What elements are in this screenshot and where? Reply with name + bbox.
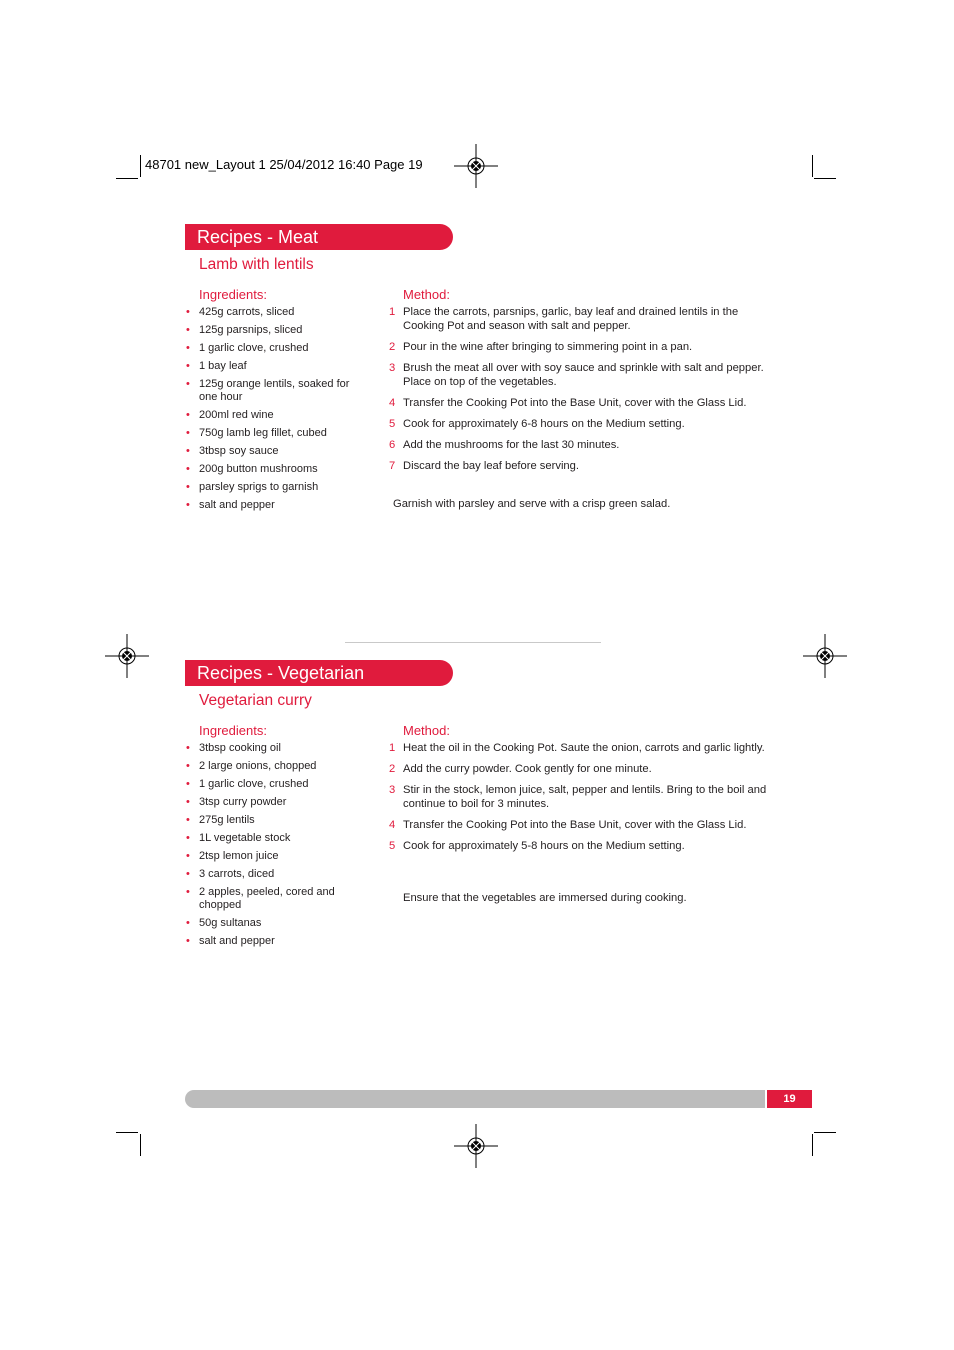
list-item: • salt and pepper (186, 935, 275, 947)
bullet-icon: • (186, 499, 190, 511)
list-item: • parsley sprigs to garnish (186, 481, 319, 493)
print-slug: 48701 new_Layout 1 25/04/2012 16:40 Page 19 (145, 157, 423, 172)
registration-mark-right-icon (803, 634, 847, 678)
bullet-icon: • (186, 342, 190, 354)
method-step: 5 Cook for approximately 6-8 hours on the Medium setting. (389, 418, 685, 430)
list-item: • 3tbsp cooking oil (186, 742, 281, 754)
bullet-icon: • (186, 814, 190, 826)
bullet-icon: • (186, 935, 190, 947)
list-item: • 3tsp curry powder (186, 796, 287, 808)
method-step: 1 Heat the oil in the Cooking Pot. Saute the onion, carrots and garlic lightly. (389, 742, 765, 754)
bullet-icon: • (186, 427, 190, 439)
list-item: • 2 large onions, chopped (186, 760, 317, 772)
ingredients-list-meat (185, 306, 365, 517)
registration-mark-left-icon (105, 634, 149, 678)
method-list-meat (389, 305, 774, 480)
bullet-icon: • (186, 917, 190, 929)
method-heading-vegetarian: Method: (403, 723, 450, 738)
method-step: 5 Cook for approximately 5-8 hours on the Medium setting. (389, 840, 685, 852)
bullet-icon: • (186, 463, 190, 475)
list-item: • 1L vegetable stock (186, 832, 291, 844)
bullet-icon: • (186, 760, 190, 772)
bullet-icon: • (186, 324, 190, 336)
ingredients-heading-meat: Ingredients: (199, 287, 267, 302)
crop-mark-br-v (812, 1134, 813, 1156)
list-item: • salt and pepper (186, 499, 275, 511)
section-divider (345, 642, 601, 643)
list-item: • 125g orange lentils, soaked for one hour (186, 378, 350, 403)
section-banner-vegetarian: Recipes - Vegetarian (185, 660, 453, 686)
list-item: • 200ml red wine (186, 409, 274, 421)
list-item: • 3 carrots, diced (186, 868, 275, 880)
list-item: • 200g button mushrooms (186, 463, 318, 475)
crop-mark-br-h (814, 1132, 836, 1133)
list-item: • 2tsp lemon juice (186, 850, 279, 862)
ingredients-list-vegetarian (185, 742, 365, 953)
method-step: 2 Add the curry powder. Cook gently for one minute. (389, 763, 652, 775)
registration-mark-top-icon (454, 144, 498, 188)
bullet-icon: • (186, 796, 190, 808)
bullet-icon: • (186, 886, 190, 898)
bullet-icon: • (186, 868, 190, 880)
recipe-title-meat: Lamb with lentils (199, 256, 314, 273)
registration-mark-bottom-icon (454, 1124, 498, 1168)
list-item: • 50g sultanas (186, 917, 262, 929)
method-step: 6 Add the mushrooms for the last 30 minutes. (389, 439, 620, 451)
list-item: • 125g parsnips, sliced (186, 324, 303, 336)
method-step: 1 Place the carrots, parsnips, garlic, bay leaf and drained lentils in the Cooking Pot and season with salt and pepper. (389, 306, 739, 332)
method-list-vegetarian (389, 741, 774, 860)
bullet-icon: • (186, 409, 190, 421)
list-item: • 2 apples, peeled, cored and chopped (186, 886, 335, 911)
recipe-note-meat: Garnish with parsley and serve with a crisp green salad. (393, 498, 671, 510)
bullet-icon: • (186, 778, 190, 790)
bullet-icon: • (186, 481, 190, 493)
section-banner-meat: Recipes - Meat (185, 224, 453, 250)
method-step: 2 Pour in the wine after bringing to simmering point in a pan. (389, 341, 693, 353)
crop-mark-bl-v (140, 1134, 141, 1156)
crop-mark-bl-h (116, 1132, 138, 1133)
ingredients-heading-vegetarian: Ingredients: (199, 723, 267, 738)
recipe-title-vegetarian: Vegetarian curry (199, 692, 312, 709)
crop-mark-tr-h (814, 178, 836, 179)
recipe-note-vegetarian: Ensure that the vegetables are immersed during cooking. (403, 892, 687, 904)
list-item: • 1 garlic clove, crushed (186, 342, 309, 354)
bullet-icon: • (186, 832, 190, 844)
bullet-icon: • (186, 445, 190, 457)
bullet-icon: • (186, 742, 190, 754)
list-item: • 750g lamb leg fillet, cubed (186, 427, 327, 439)
method-step: 7 Discard the bay leaf before serving. (389, 460, 579, 472)
crop-mark-tr-v (812, 155, 813, 177)
list-item: • 275g lentils (186, 814, 255, 826)
list-item: • 1 bay leaf (186, 360, 247, 372)
method-step: 4 Transfer the Cooking Pot into the Base Unit, cover with the Glass Lid. (389, 819, 747, 831)
list-item: • 425g carrots, sliced (186, 306, 295, 318)
crop-mark-tl-v (140, 155, 141, 177)
method-step: 3 Brush the meat all over with soy sauce and sprinkle with salt and pepper. Place on top of the vegetables. (389, 362, 764, 388)
method-step: 3 Stir in the stock, lemon juice, salt, pepper and lentils. Bring to the boil and continue to boil for 3 minutes. (389, 784, 767, 810)
list-item: • 1 garlic clove, crushed (186, 778, 309, 790)
method-step: 4 Transfer the Cooking Pot into the Base Unit, cover with the Glass Lid. (389, 397, 747, 409)
method-heading-meat: Method: (403, 287, 450, 302)
bullet-icon: • (186, 378, 190, 390)
bullet-icon: • (186, 850, 190, 862)
footer-bar (185, 1090, 765, 1108)
crop-mark-tl-h (116, 178, 138, 179)
bullet-icon: • (186, 306, 190, 318)
bullet-icon: • (186, 360, 190, 372)
page-number: 19 (767, 1090, 812, 1108)
list-item: • 3tbsp soy sauce (186, 445, 279, 457)
